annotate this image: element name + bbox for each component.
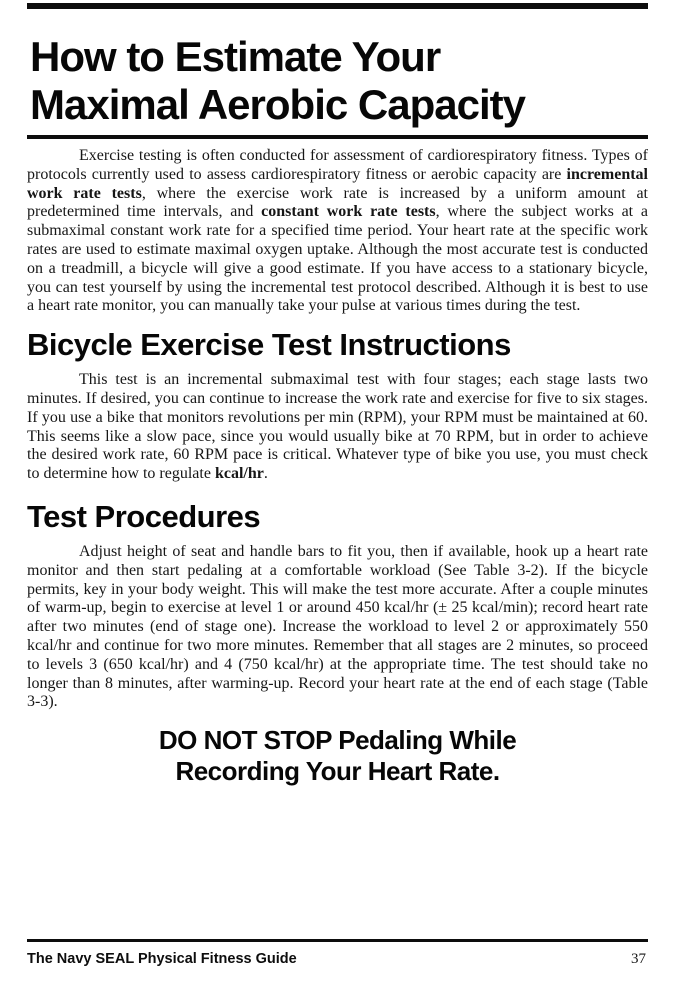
section-heading-bicycle-exercise-test-instructions: Bicycle Exercise Test Instructions bbox=[27, 327, 511, 363]
page-number: 37 bbox=[631, 951, 646, 967]
warning-callout-line1: DO NOT STOP Pedaling While bbox=[158, 725, 517, 756]
warning-callout-line2: Recording Your Heart Rate. bbox=[175, 756, 500, 787]
title-underline-rule bbox=[27, 135, 648, 139]
bicycle-instructions-paragraph: This test is an incremental submaximal test with four stages; each stage lasts two minutes. If desired, you can continue to increase the work rate and exercise for five to six stages. If you use a bike that monitors revolutions per min (RPM), your RPM must be maintained at 60. This seems like a slow pace, since you would usually bike at 70 RPM, but in order to achieve the desired work rate, 60 RPM pace is critical. Whatever type of bike you use, you must check to determine how to regulate kcal/hr. bbox=[27, 371, 648, 483]
footer-rule bbox=[27, 939, 648, 942]
intro-paragraph: Exercise testing is often conducted for assessment of cardiorespiratory fitness. Types of protocols currently used to assess cardiorespiratory fitness or aerobic capacity are incremental work rate tests, where the exercise work rate is increased by a uniform amount at predetermined time intervals, and constant work rate tests, where the subject works at a submaximal constant work rate for a specified time period. Your heart rate at the specific work rates are used to estimate maximal oxygen uptake. Although the most accurate test is conducted on a treadmill, a bicycle will give a good estimate. If you have access to a stationary bicycle, you can test yourself by using the incremental test protocol described. Although it is best to use a heart rate monitor, you can manually take your pulse at various times during the test. bbox=[27, 147, 649, 315]
footer-book-title: The Navy SEAL Physical Fitness Guide bbox=[27, 951, 297, 967]
page-footer bbox=[27, 939, 648, 968]
section-heading-test-procedures: Test Procedures bbox=[27, 498, 261, 534]
page-title bbox=[30, 0, 648, 129]
warning-callout bbox=[27, 725, 648, 787]
top-rule bbox=[27, 3, 648, 9]
page-title-line2: Maximal Aerobic Capacity bbox=[30, 81, 525, 128]
test-procedures-paragraph: Adjust height of seat and handle bars to fit you, then if available, hook up a heart rate monitor and then start pedaling at a comfortable workload (See Table 3-2). If the bicycle permits, key in your body weight. This will make the test more accurate. After a couple minutes of warm-up, begin to exercise at level 1 or around 450 kcal/hr (± 25 kcal/min); record heart rate after two minutes (end of stage one). Increase the workload to level 2 or approximately 550 kcal/hr and continue for two more minutes. Remember that all stages are 2 minutes, so proceed to levels 3 (650 kcal/hr) and 4 (750 kcal/hr) at the appropriate time. The test should take no longer than 8 minutes, after warming-up. Record your heart rate at the end of each stage (Table 3-3). bbox=[27, 542, 648, 711]
page-title-line1: How to Estimate Your bbox=[30, 33, 441, 80]
